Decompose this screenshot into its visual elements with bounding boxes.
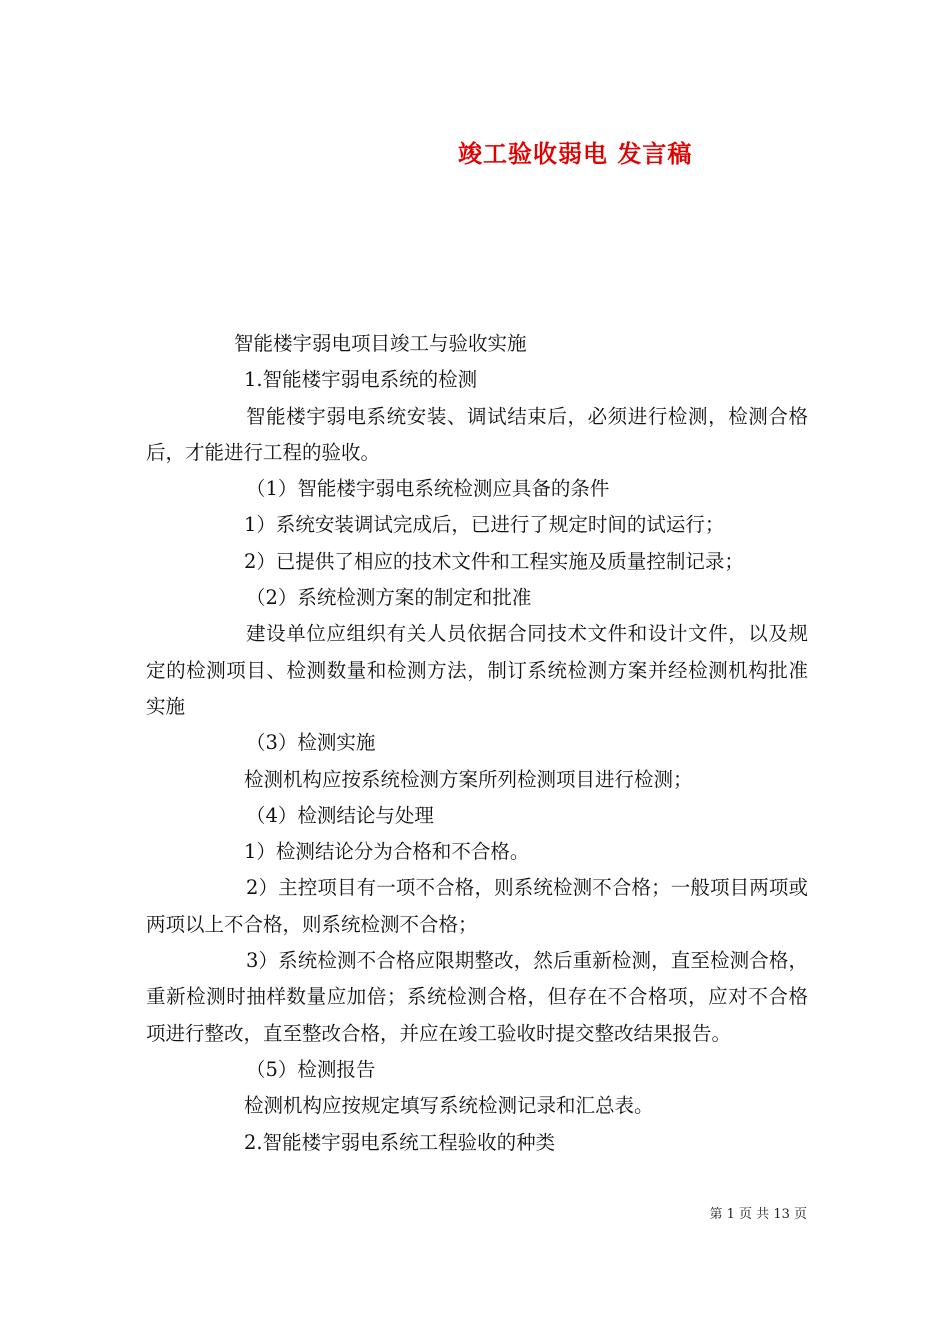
- list-item: 1）检测结论分为合格和不合格。: [244, 840, 530, 864]
- list-item: 2）主控项目有一项不合格，则系统检测不合格；一般项目两项或两项以上不合格，则系统检测不合格；: [146, 876, 808, 936]
- section-heading: 智能楼宇弱电项目竣工与验收实施: [234, 332, 527, 355]
- section-heading-2: 2.智能楼宇弱电系统工程验收的种类: [244, 1130, 556, 1154]
- paragraph: 建设单位应组织有关人员依据合同技术文件和设计文件，以及规定的检测项目、检测数量和检测方法，制订系统检测方案并经检测机构批准实施: [146, 622, 808, 718]
- sub-heading: （4）检测结论与处理: [246, 803, 434, 827]
- document-title: 竣工验收弱电 发言稿: [458, 139, 693, 168]
- sub-heading: （3）检测实施: [246, 731, 376, 755]
- sub-heading: （2）系统检测方案的制定和批准: [246, 586, 532, 610]
- sub-heading: （5）检测报告: [246, 1057, 376, 1081]
- section-heading-1: 1.智能楼宇弱电系统的检测: [244, 368, 478, 392]
- paragraph: 智能楼宇弱电系统安装、调试结束后，必须进行检测，检测合格后，才能进行工程的验收。: [146, 404, 808, 464]
- list-item: 1）系统安装调试完成后，已进行了规定时间的试运行；: [244, 513, 725, 537]
- document-body: [146, 326, 808, 1161]
- paragraph: 检测机构应按系统检测方案所列检测项目进行检测；: [244, 767, 693, 791]
- list-item: 3）系统检测不合格应限期整改，然后重新检测，直至检测合格，重新检测时抽样数量应加倍；系统检测合格，但存在不合格项，应对不合格项进行整改，直至整改合格，并应在竣工验收时提交整改结果报告。: [146, 949, 808, 1045]
- sub-heading: （1）智能楼宇弱电系统检测应具备的条件: [246, 477, 610, 501]
- paragraph: 检测机构应按规定填写系统检测记录和汇总表。: [244, 1094, 654, 1118]
- list-item: 2）已提供了相应的技术文件和工程实施及质量控制记录；: [244, 549, 744, 573]
- page-number-footer: 第 1 页 共 13 页: [709, 1207, 807, 1222]
